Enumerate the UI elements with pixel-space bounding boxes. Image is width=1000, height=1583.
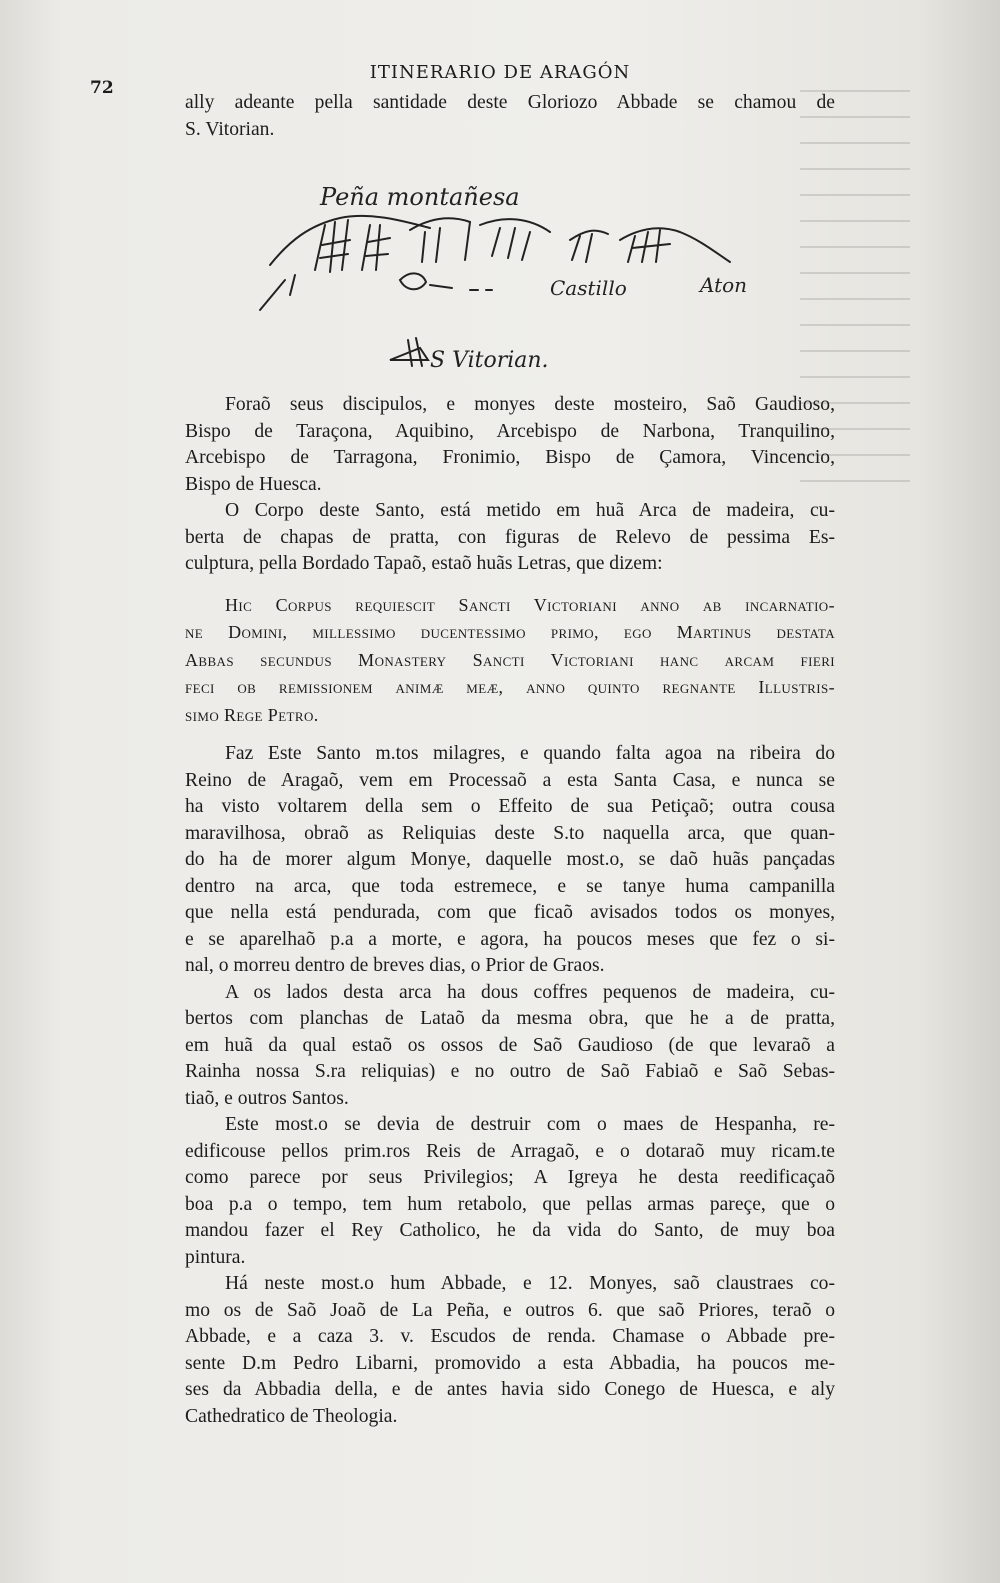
text-line: berta de chapas de pratta, con figuras de Relevo de pessima Es-	[185, 526, 835, 548]
sketch-label-vitorian: S Vitorian.	[430, 348, 549, 373]
paragraph-milagres	[185, 741, 835, 980]
text-line: Há neste most.o hum Abbade, e 12. Monyes, saõ claustraes co-	[225, 1273, 835, 1294]
text-line: ses da Abbadia della, e de antes havia sido Conego de Huesca, e aly	[185, 1379, 835, 1400]
text-line: A os lados desta arca ha dous coffres pequenos de madeira, cu-	[225, 981, 835, 1003]
text-line: Bispo de Taraçona, Aquibino, Arcebispo de Narbona, Tranquilino,	[185, 420, 835, 442]
hand-drawn-sketch	[230, 170, 790, 390]
paragraph-mosteiro	[185, 1112, 835, 1271]
text-line: boa p.a o tempo, tem hum retabolo, que pellas armas pareçe, que o	[185, 1193, 835, 1215]
text-line: em huã da qual estaõ os ossos de Saõ Gaudioso (de que levaraõ a	[185, 1034, 835, 1056]
text-line: Abbade, e a caza 3. v. Escudos de renda. Chamase o Abbade pre-	[185, 1326, 835, 1347]
text-line: e se aparelhaõ p.a a morte, e agora, ha poucos meses que fez o si-	[185, 928, 835, 950]
main-text	[185, 392, 835, 1430]
latin-inscription	[185, 592, 835, 730]
text-line: mo os de Saõ Joaõ de La Peña, e outros 6. que saõ Priores, teraõ o	[185, 1299, 835, 1321]
text-line: mandou fazer el Rey Catholico, he da vida do Santo, de muy boa	[185, 1220, 835, 1241]
text-line: Faz Este Santo m.tos milagres, e quando falta agoa na ribeira do	[225, 743, 835, 764]
text-line: simo Rege Petro.	[185, 704, 319, 725]
text-line: feci ob remissionem animæ meæ, anno quinto regnante Illustris-	[185, 677, 835, 697]
mountain-drawing	[260, 216, 730, 366]
paragraph-abbade	[185, 1271, 835, 1430]
paragraph-corpo	[185, 498, 835, 578]
text-line: Este most.o se devia de destruir com o maes de Hespanha, re-	[225, 1114, 835, 1135]
text-line: bertos com planchas de Lataõ da mesma obra, que he a de pratta,	[185, 1008, 835, 1029]
sketch-label-aton: Aton	[700, 273, 748, 297]
intro-text	[185, 90, 835, 143]
text-line: Arcebispo de Tarragona, Fronimio, Bispo de Çamora, Vincencio,	[185, 447, 835, 468]
text-line: dentro na arca, que toda estremece, e se tanye huma campanilla	[185, 875, 835, 897]
text-line: maravilhosa, obraõ as Reliquias deste S.to naquella arca, que quan-	[185, 822, 835, 844]
text-line: O Corpo deste Santo, está metido em huã Arca de madeira, cu-	[225, 500, 835, 521]
text-line: do ha de morer algum Monye, daquelle most.o, se daõ huãs pançadas	[185, 849, 835, 870]
sketch-label-pena: Peña montañesa	[320, 183, 520, 211]
text-line: sente D.m Pedro Libarni, promovido a esta Abbadia, ha poucos me-	[185, 1352, 835, 1374]
text-line: edificouse pellos prim.ros Reis de Arragaõ, e o dotaraõ muy ricam.te	[185, 1140, 835, 1162]
text-line: nal, o morreu dentro de breves dias, o Prior de Graos.	[185, 955, 605, 976]
text-line: culptura, pella Bordado Tapaõ, estaõ huãs Letras, que dizem:	[185, 553, 663, 574]
text-line: S. Vitorian.	[185, 118, 275, 140]
text-line: Bispo de Huesca.	[185, 473, 322, 495]
text-line: Reino de Aragaõ, vem em Processaõ a esta Santa Casa, e nunca se	[185, 769, 835, 791]
text-line: tiaõ, e outros Santos.	[185, 1087, 349, 1109]
paragraph-discipulos	[185, 392, 835, 498]
text-line: como parece por seus Privilegios; A Igreya he desta reedificaçaõ	[185, 1167, 835, 1188]
page-number: 72	[90, 78, 114, 98]
text-line: Abbas secundus Monastery Sancti Victoriani hanc arcam fieri	[185, 649, 835, 670]
text-line: ha visto voltarem della sem o Effeito de sua Petiçaõ; outra cousa	[185, 796, 835, 817]
paragraph-coffres	[185, 980, 835, 1113]
text-line: pintura.	[185, 1246, 246, 1268]
text-line: que nella está pendurada, com que ficaõ avisados todos os monyes,	[185, 902, 835, 923]
text-line: Foraõ seus discipulos, e monyes deste mosteiro, Saõ Gaudioso,	[225, 394, 835, 415]
text-line: Rainha nossa S.ra reliquias) e no outro de Saõ Fabiaõ e Saõ Sebas-	[185, 1061, 835, 1082]
sketch-label-castillo: Castillo	[550, 276, 627, 300]
running-title: ITINERARIO DE ARAGÓN	[369, 62, 631, 83]
text-line: Cathedratico de Theologia.	[185, 1405, 398, 1427]
text-line: ally adeante pella santidade deste Gloriozo Abbade se chamou de	[185, 92, 835, 113]
text-line: Hic Corpus requiescit Sancti Victoriani anno ab incarnatio-	[225, 594, 835, 615]
text-line: ne Domini, millessimo ducentessimo primo, ego Martinus destata	[185, 622, 835, 642]
